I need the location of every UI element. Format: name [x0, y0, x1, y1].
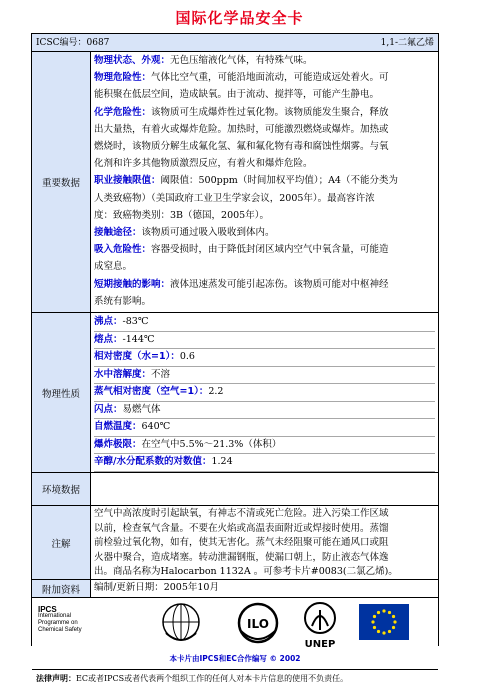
- notes-content: [90, 506, 438, 579]
- important-data-row: [32, 52, 438, 313]
- field-value: 无色压缩液化气体，有特殊气味。: [170, 55, 313, 66]
- field-value: 化剂和许多其他物质激烈反应，有着火和爆炸危险。: [94, 158, 313, 170]
- data-line: [94, 331, 435, 350]
- field-value: 度：致癌物类别：3B（德国，2005年）。: [94, 209, 269, 221]
- eu-star-icon: [377, 630, 380, 633]
- eu-star-icon: [388, 611, 391, 614]
- icsc-id-label: ICSC编号：: [36, 38, 87, 48]
- eu-star-icon: [382, 631, 385, 634]
- field-value: 人类致癌物）（美国政府工业卫生学家会议，2005年）。最高容许浓: [94, 192, 375, 204]
- field-value: 易燃气体: [122, 403, 161, 415]
- data-line: [94, 86, 435, 103]
- data-line: [94, 453, 435, 472]
- field-value: 容器受损时，由于降低封闭区域内空气中氧含量，可能造: [151, 244, 389, 256]
- field-value: 该物质可通过吸入吸收到体内。: [141, 227, 275, 238]
- data-line: [94, 293, 435, 310]
- field-value: 阈限值：500ppm（时间加权平均值）；A4（不能分类为: [160, 175, 398, 187]
- field-value: 系统有影响。: [94, 295, 152, 307]
- safety-card: [31, 33, 439, 683]
- field-key: 吸入危险性：: [94, 244, 152, 256]
- eu-star-icon: [373, 615, 376, 618]
- data-line: [94, 155, 435, 172]
- ilo-text: ILO: [247, 617, 269, 631]
- field-value: 气体比空气重，可能沿地面流动，可能造成远处着火。可: [151, 72, 389, 84]
- note-line: 空气中高浓度时引起缺氧，有神志不清或死亡危险。进入污染工作区域: [94, 508, 389, 519]
- data-line: [94, 207, 435, 224]
- ipcs-line-3: Chemical Safety: [38, 627, 82, 633]
- field-value: 出大量热，有着火或爆炸危险。加热时，可能激烈燃烧或爆炸。加热或: [94, 123, 389, 135]
- field-value: 0.6: [179, 351, 195, 362]
- data-line: [94, 172, 435, 189]
- data-line: [94, 418, 435, 437]
- update-date: 编制/更新日期：2005年10月: [94, 582, 219, 593]
- field-key: 沸点：: [94, 316, 123, 327]
- data-line: [94, 69, 435, 86]
- data-line: [94, 190, 435, 207]
- eu-star-icon: [382, 609, 385, 612]
- field-value: 不溶: [151, 368, 171, 380]
- additional-content: [90, 580, 438, 597]
- ipcs-line-2: Programme on: [38, 620, 78, 626]
- eu-star-icon: [377, 611, 380, 614]
- field-value: -144℃: [122, 333, 155, 345]
- field-key: 短期接触的影响：: [94, 278, 171, 290]
- field-value: 燃烧时，该物质分解生成氟化氢、氟和氟化物有毒和腐蚀性烟雾。与氧: [94, 141, 389, 152]
- field-key: 熔点：: [94, 333, 123, 345]
- who-emblem-icon: [160, 601, 202, 647]
- eu-star-icon: [392, 626, 395, 629]
- note-line: 以前，检查氧气含量。不要在火焰或高温表面附近或焊接时使用。蒸馏: [94, 522, 389, 534]
- data-line: [94, 276, 435, 293]
- data-line: [94, 258, 435, 275]
- physical-properties-content: [90, 313, 438, 472]
- additional-label: 附加资料: [32, 580, 91, 597]
- data-line: [94, 52, 435, 69]
- eu-star-icon: [392, 615, 395, 618]
- notes-label: 注解: [32, 506, 91, 579]
- field-value: 成窒息。: [94, 261, 133, 273]
- field-key: 物理状态、外观：: [94, 55, 171, 66]
- field-key: 蒸气相对密度（空气=1）：: [94, 386, 209, 397]
- field-value: 该物质可生成爆炸性过氧化物。该物质能发生聚合，释放: [151, 106, 389, 118]
- icsc-id: [36, 34, 109, 52]
- legal-key: 法律声明：: [36, 674, 76, 683]
- unep-text: UNEP: [304, 639, 336, 650]
- field-key: 自燃温度：: [94, 421, 142, 432]
- data-line: [94, 138, 435, 155]
- data-line: [94, 366, 435, 385]
- important-data-label: 重要数据: [32, 52, 91, 312]
- data-line: [94, 401, 435, 420]
- field-key: 闪点：: [94, 403, 123, 415]
- logos-row: [32, 598, 438, 670]
- physical-properties-label: 物理性质: [32, 313, 91, 472]
- environment-row: [32, 473, 438, 506]
- field-key: 相对密度（水=1）：: [94, 351, 180, 362]
- field-value: 液体迅速蒸发可能引起冻伤。该物质可能对中枢神经: [170, 278, 389, 290]
- ipcs-line-1: International: [38, 613, 72, 619]
- field-key: 职业接触限值：: [94, 175, 161, 187]
- field-value: 能积聚在低层空间，造成缺氧。由于流动、搅拌等，可能产生静电。: [94, 89, 380, 101]
- note-line: 火器中聚合，造成堵塞。转动泄漏钢瓶，使漏口朝上，防止液态气体逸: [94, 551, 389, 563]
- field-value: 在空气中5.5%～21.3%（体积）: [141, 438, 282, 450]
- data-line: [94, 313, 435, 332]
- ipcs-logo: [38, 606, 82, 634]
- data-line: [94, 241, 435, 258]
- data-line: [94, 121, 435, 138]
- icsc-id-value: 0687: [86, 38, 110, 48]
- eu-flag-icon: [359, 604, 409, 640]
- data-line: [94, 104, 435, 121]
- field-value: -83℃: [122, 316, 149, 327]
- header-row: [32, 34, 438, 52]
- eu-star-icon: [388, 630, 391, 633]
- ipcs-name: IPCS: [38, 605, 57, 614]
- card-title: 国际化学品安全卡: [175, 9, 304, 27]
- data-line: [94, 224, 435, 241]
- credit-line: 本卡片由IPCS和EC合作编写 © 2002: [169, 654, 301, 663]
- physical-properties-row: [32, 313, 438, 473]
- data-line: [94, 383, 435, 402]
- field-key: 辛醇/水分配系数的对数值：: [94, 456, 212, 467]
- field-value: 640℃: [141, 421, 171, 432]
- field-key: 化学危险性：: [94, 106, 152, 118]
- field-key: 物理危险性：: [94, 72, 152, 84]
- field-value: 2.2: [208, 386, 224, 397]
- additional-row: [32, 580, 438, 598]
- environment-label: 环境数据: [32, 473, 91, 505]
- data-line: [94, 348, 435, 367]
- field-key: 接触途径：: [94, 227, 142, 238]
- data-line: [94, 436, 435, 455]
- note-line: 出。商品名称为Halocarbon 1132A 。可参考卡片#0083(二氯乙烯)。: [94, 566, 398, 577]
- note-line: 前检验过氧化物，如有，使其无害化。蒸气未经阻聚可能在通风口或阻: [94, 537, 389, 548]
- ilo-emblem-icon: [236, 601, 280, 647]
- field-value: 1.24: [211, 456, 233, 467]
- environment-content: [90, 473, 438, 505]
- legal-text: EC或者IPCS或者代表两个组织工作的任何人对本卡片信息的使用不负责任。: [76, 674, 349, 683]
- legal-row: [32, 670, 438, 688]
- unep-emblem-icon: [298, 600, 342, 650]
- eu-star-icon: [371, 620, 374, 623]
- chemical-name: 1,1-二氟乙烯: [380, 38, 434, 48]
- field-key: 爆炸极限：: [94, 438, 142, 450]
- important-data-content: [90, 52, 438, 312]
- eu-star-icon: [373, 626, 376, 629]
- legal-notice: [36, 670, 348, 688]
- notes-row: [32, 506, 438, 580]
- eu-star-icon: [393, 620, 396, 623]
- field-key: 水中溶解度：: [94, 368, 152, 380]
